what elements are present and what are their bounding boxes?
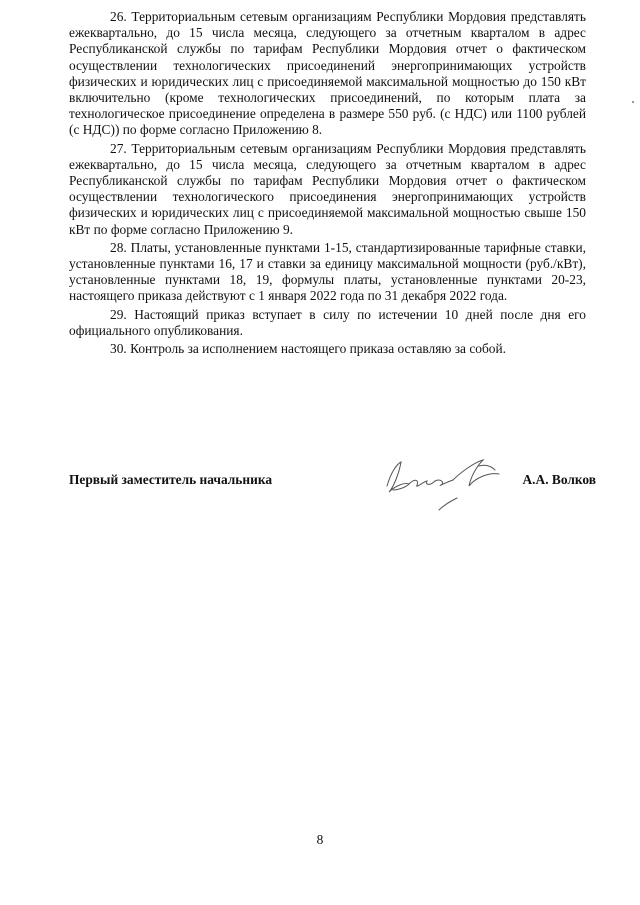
page-number: 8: [316, 832, 324, 847]
signatory-title: Первый заместитель начальника: [69, 472, 273, 487]
signature-block: [69, 472, 596, 532]
paragraph-30: 30. Контроль за исполнением настоящего приказа оставляю за собой.: [110, 341, 506, 357]
paragraph-29: 29. Настоящий приказ вступает в силу по истечении 10 дней после дня его официального опубликования.: [69, 306, 586, 338]
signatory-name: А.А. Волков: [522, 472, 596, 487]
paragraph-28: 28. Платы, установленные пунктами 1-15, стандартизированные тарифные ставки, установленные пунктами 16, 17 и ставки за единицу максимальной мощности (руб./кВт), установленные пунктами 18, 19, формулы платы, установленные пунктами 20-23, настоящего приказа действуют с 1 января 2022 года по 31 декабря 2022 года.: [69, 239, 586, 304]
document-body: [69, 9, 586, 359]
handwritten-signature: [379, 452, 519, 522]
paragraph-26: 26. Территориальным сетевым организациям Республики Мордовия представлять ежеквартально, до 15 числа месяца, следующего за отчетным кварталом в адрес Республиканской службы по тарифам Республики Мордовия отчет о фактическом осуществлении технологических присоединений энергопринимающих устройств физических и юридических лиц с присоединяемой максимальной мощностью до 150 кВт включительно (кроме технологических присоединений, по которым плата за технологическое присоединение определена в размере 550 руб. (с НДС) или 1100 рублей (с НДС)) по форме согласно Приложению 8.: [69, 9, 586, 138]
paragraph-27: 27. Территориальным сетевым организациям Республики Мордовия представлять ежеквартально, до 15 числа месяца, следующего за отчетным кварталом в адрес Республиканской службы по тарифам Республики Мордовия отчет о фактическом осуществлении технологического присоединения энергопринимающих устройств физических и юридических лиц с присоединяемой максимальной мощностью свыше 150 кВт по форме согласно Приложению 9.: [69, 140, 586, 237]
scan-speck: [632, 101, 634, 103]
